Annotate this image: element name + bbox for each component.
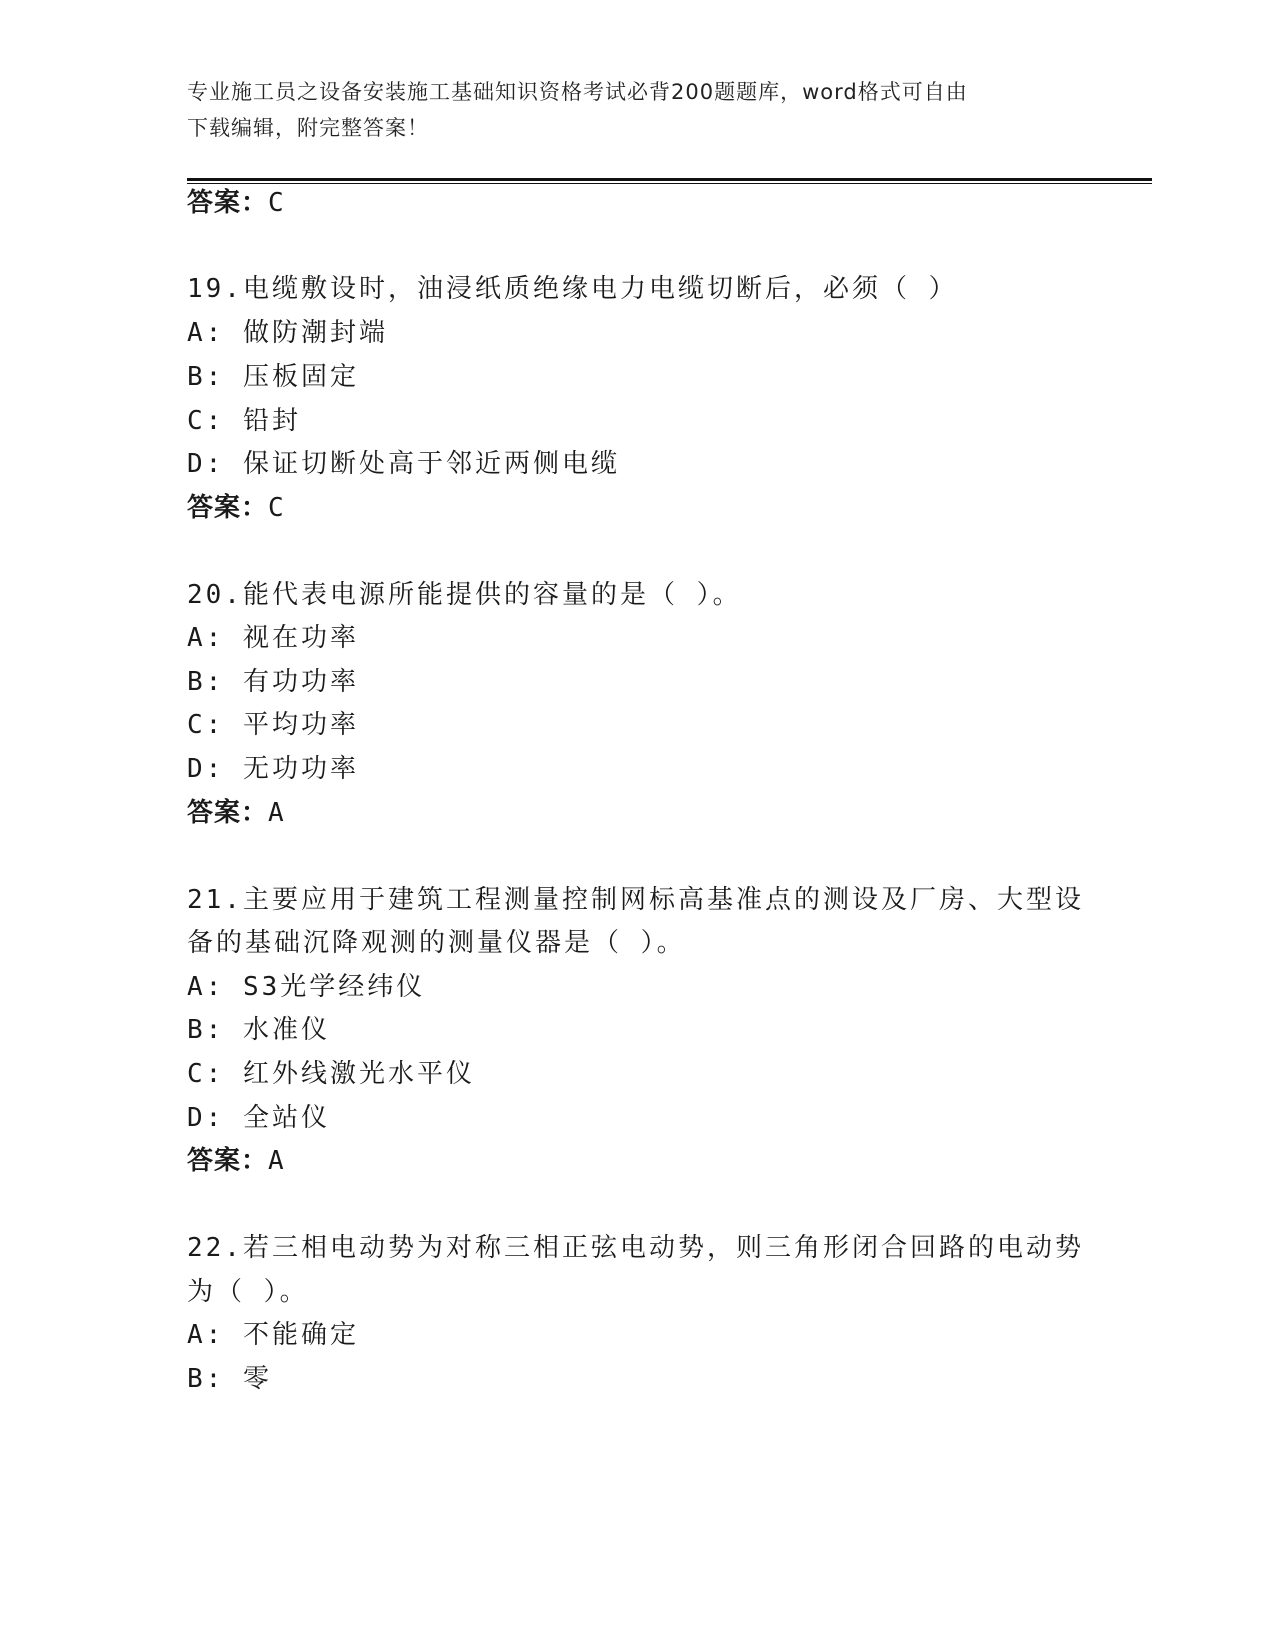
option-text: 无功功率 bbox=[242, 754, 359, 784]
answer-value: C bbox=[268, 188, 285, 218]
answer-value: A bbox=[268, 798, 285, 828]
header-line-2: 下载编辑，附完整答案！ bbox=[187, 116, 429, 140]
option-text: 水准仪 bbox=[242, 1015, 330, 1045]
option-label: D: bbox=[187, 754, 225, 784]
option-label: D: bbox=[187, 1103, 225, 1133]
question-21-answer bbox=[187, 1144, 285, 1178]
question-21-option-c bbox=[187, 1057, 475, 1091]
question-20-option-d bbox=[187, 752, 359, 786]
question-21-stem-line-1: 21.主要应用于建筑工程测量控制网标高基准点的测设及厂房、大型设 bbox=[187, 885, 1084, 915]
question-22-stem-line-2: 为（ ）。 bbox=[187, 1277, 309, 1307]
option-label: D: bbox=[187, 449, 225, 479]
option-label: A: bbox=[187, 318, 225, 348]
option-text: 保证切断处高于邻近两侧电缆 bbox=[242, 449, 620, 479]
option-text: 视在功率 bbox=[242, 623, 359, 653]
question-19-option-a bbox=[187, 316, 388, 350]
question-22-option-b bbox=[187, 1362, 272, 1396]
question-21-option-b bbox=[187, 1013, 330, 1047]
document-header bbox=[187, 74, 1067, 146]
question-20-stem: 20.能代表电源所能提供的容量的是（ ）。 bbox=[187, 580, 742, 610]
option-text: 平均功率 bbox=[242, 710, 359, 740]
question-21-stem-line-2: 备的基础沉降观测的测量仪器是（ ）。 bbox=[187, 928, 686, 958]
option-text: 不能确定 bbox=[242, 1320, 359, 1350]
header-line-1: 专业施工员之设备安装施工基础知识资格考试必背200题题库，word格式可自由 bbox=[187, 80, 968, 104]
answer-value: C bbox=[268, 493, 285, 523]
option-text: 红外线激光水平仪 bbox=[242, 1059, 475, 1089]
option-label: C: bbox=[187, 406, 225, 436]
option-text: 铅封 bbox=[242, 406, 301, 436]
option-text: 有功功率 bbox=[242, 667, 359, 697]
option-label: A: bbox=[187, 1320, 225, 1350]
question-22-stem-line-1: 22.若三相电动势为对称三相正弦电动势，则三角形闭合回路的电动势 bbox=[187, 1233, 1084, 1263]
question-19-stem: 19.电缆敷设时，油浸纸质绝缘电力电缆切断后，必须（ ） bbox=[187, 274, 958, 304]
question-20-answer bbox=[187, 796, 285, 830]
previous-answer bbox=[187, 186, 285, 220]
option-label: A: bbox=[187, 972, 225, 1002]
answer-label: 答案： bbox=[187, 188, 269, 218]
question-20-option-b bbox=[187, 665, 359, 699]
header-rule-thick bbox=[187, 178, 1152, 181]
option-label: A: bbox=[187, 623, 225, 653]
option-text: 压板固定 bbox=[242, 362, 359, 392]
option-text: 做防潮封端 bbox=[242, 318, 388, 348]
option-label: C: bbox=[187, 710, 225, 740]
header-rule-thin bbox=[187, 183, 1152, 184]
option-label: B: bbox=[187, 1364, 225, 1394]
answer-label: 答案： bbox=[187, 798, 269, 828]
question-19-option-b bbox=[187, 360, 359, 394]
question-19-option-d bbox=[187, 447, 620, 481]
option-label: B: bbox=[187, 1015, 225, 1045]
option-text: 全站仪 bbox=[242, 1103, 330, 1133]
question-20-option-a bbox=[187, 621, 359, 655]
question-20-option-c bbox=[187, 708, 359, 742]
answer-label: 答案： bbox=[187, 493, 269, 523]
question-22-option-a bbox=[187, 1318, 359, 1352]
question-21-option-d bbox=[187, 1101, 330, 1135]
question-21-option-a bbox=[187, 970, 425, 1004]
option-text: 零 bbox=[242, 1364, 272, 1394]
question-19-option-c bbox=[187, 404, 301, 438]
option-label: B: bbox=[187, 362, 225, 392]
option-text: S3光学经纬仪 bbox=[242, 972, 426, 1002]
question-19-answer bbox=[187, 491, 285, 525]
answer-label: 答案： bbox=[187, 1146, 269, 1176]
answer-value: A bbox=[268, 1146, 285, 1176]
option-label: B: bbox=[187, 667, 225, 697]
option-label: C: bbox=[187, 1059, 225, 1089]
